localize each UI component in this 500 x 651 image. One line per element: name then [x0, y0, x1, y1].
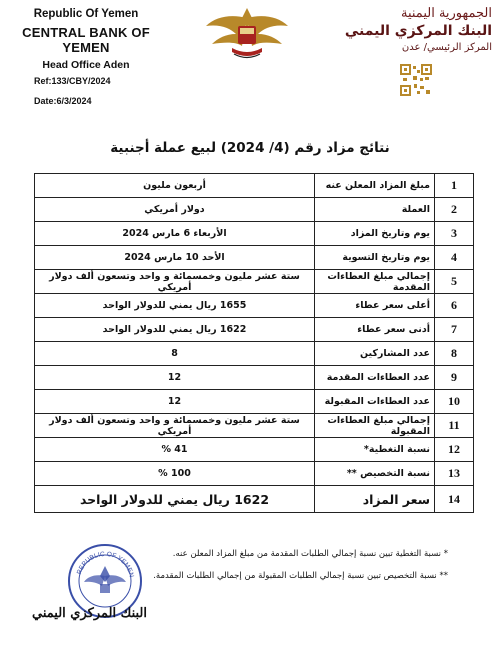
row-value: أربعون مليون [35, 174, 315, 198]
row-number: 11 [435, 414, 474, 438]
row-number: 10 [435, 390, 474, 414]
row-value: الأحد 10 مارس 2024 [35, 246, 315, 270]
table-row [35, 390, 474, 414]
republic-name-en: Republic Of Yemen [33, 8, 139, 20]
row-label: أعلى سعر عطاء [315, 294, 435, 318]
table-row [35, 414, 474, 438]
row-number: 1 [435, 174, 474, 198]
row-number: 14 [435, 486, 474, 513]
row-label: يوم وتاريخ المزاد [315, 222, 435, 246]
row-value: 8 [35, 342, 315, 366]
row-number: 4 [435, 246, 474, 270]
table-row [35, 270, 474, 294]
qr-code-icon [400, 64, 432, 96]
table-row [35, 222, 474, 246]
row-number: 13 [435, 462, 474, 486]
office-name-ar: المركز الرئيسي/ عدن [401, 42, 492, 53]
row-value: 12 [35, 390, 315, 414]
row-value: 1622 ريال يمني للدولار الواحد [35, 486, 315, 513]
row-value: 100 % [35, 462, 315, 486]
document-date: Date:6/3/2024 [34, 96, 92, 106]
footnote-allocation: ** نسبة التخصيص تبين نسبة إجمالي الطلبات المقبولة من إجمالي الطلبات المقدمة. [153, 571, 448, 581]
table-row [35, 486, 474, 513]
row-value: دولار أمريكي [35, 198, 315, 222]
row-label: يوم وتاريخ التسوية [315, 246, 435, 270]
letterhead-arabic [332, 6, 492, 53]
row-label: سعر المزاد [315, 486, 435, 513]
row-label: العملة [315, 198, 435, 222]
yemen-eagle-emblem-icon [202, 4, 292, 62]
table-row [35, 198, 474, 222]
row-label: إجمالي مبلغ العطاءات المقبولة [315, 414, 435, 438]
row-label: نسبة التغطية* [315, 438, 435, 462]
svg-text:REPUBLIC OF YEMEN: REPUBLIC OF YEMEN [75, 550, 135, 579]
office-name-en: Head Office Aden [42, 59, 130, 71]
row-label: مبلغ المزاد المعلن عنه [315, 174, 435, 198]
row-value: ستة عشر مليون وخمسمائة و واحد وتسعون ألف دولار أمريكي [35, 270, 315, 294]
row-label: إجمالي مبلغ العطاءات المقدمة [315, 270, 435, 294]
row-value: 41 % [35, 438, 315, 462]
row-value: 1622 ريال يمني للدولار الواحد [35, 318, 315, 342]
row-label: عدد العطاءات المقدمة [315, 366, 435, 390]
table-row [35, 462, 474, 486]
row-value: 12 [35, 366, 315, 390]
republic-name-ar: الجمهورية اليمنية [400, 6, 492, 21]
row-value: ستة عشر مليون وخمسمائة و واحد وتسعون ألف دولار أمريكي [35, 414, 315, 438]
row-label: نسبة التخصيص ** [315, 462, 435, 486]
row-number: 5 [435, 270, 474, 294]
row-label: عدد العطاءات المقبولة [315, 390, 435, 414]
table-row [35, 366, 474, 390]
row-number: 8 [435, 342, 474, 366]
bank-name-en: CENTRAL BANK OF YEMEN [22, 25, 150, 55]
signature-bank-name: البنك المركزي اليمني [32, 606, 147, 621]
row-number: 6 [435, 294, 474, 318]
row-number: 7 [435, 318, 474, 342]
table-row [35, 294, 474, 318]
bank-name-ar: البنك المركزي اليمني [344, 23, 492, 39]
auction-results-table [34, 173, 474, 513]
row-label: عدد المشاركين [315, 342, 435, 366]
table-row [35, 318, 474, 342]
row-value: الأربعاء 6 مارس 2024 [35, 222, 315, 246]
table-row [35, 342, 474, 366]
row-label: أدنى سعر عطاء [315, 318, 435, 342]
reference-number: Ref:133/CBY/2024 [34, 76, 111, 86]
row-number: 3 [435, 222, 474, 246]
document-title: نتائج مزاد رقم (4/ 2024) لبيع عملة أجنبية [110, 140, 390, 156]
table-row [35, 174, 474, 198]
row-value: 1655 ريال يمني للدولار الواحد [35, 294, 315, 318]
row-number: 2 [435, 198, 474, 222]
table-row [35, 246, 474, 270]
footnote-coverage: * نسبة التغطية تبين نسبة إجمالي الطلبات المقدمة من مبلغ المزاد المعلن عنه. [172, 549, 448, 559]
letterhead-english [6, 8, 166, 71]
row-number: 9 [435, 366, 474, 390]
table-row [35, 438, 474, 462]
row-number: 12 [435, 438, 474, 462]
